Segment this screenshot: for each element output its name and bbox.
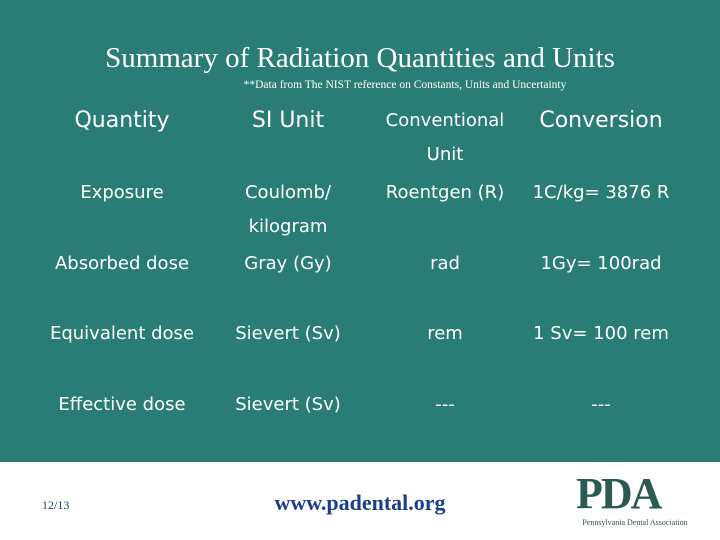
logo-text: Pennsylvania Dental Association [582, 518, 688, 527]
pda-logo [560, 469, 710, 532]
cell-conversion: --- [591, 393, 611, 415]
table-header-row [38, 104, 682, 176]
cell-si-unit: Sievert (Sv) [235, 323, 341, 344]
table-row [38, 176, 682, 247]
cell-conversion: 1Gy= 100rad [540, 252, 662, 274]
cell-conventional-unit: rem [427, 323, 463, 344]
footer-date: 12/13 [42, 498, 70, 512]
table-row [38, 247, 682, 318]
header-quantity: Quantity [74, 108, 170, 133]
header-conversion: Conversion [539, 108, 663, 133]
cell-si-unit: Sievert (Sv) [235, 393, 341, 415]
footer-url: www.padental.org [274, 490, 446, 515]
cell-si-unit: Coulomb/ kilogram [244, 182, 332, 237]
cell-si-unit: Gray (Gy) [244, 252, 332, 274]
logo-mark: PDA [576, 469, 661, 518]
cell-conventional-unit: Roentgen (R) [385, 182, 505, 203]
cell-conventional-unit: --- [435, 393, 455, 415]
table-row [38, 317, 682, 388]
cell-quantity: Absorbed dose [54, 252, 190, 274]
cell-quantity: Equivalent dose [49, 323, 195, 344]
cell-quantity: Effective dose [58, 393, 186, 415]
cell-conversion: 1C/kg= 3876 R [532, 182, 670, 203]
slide-subtitle: **Data from The NIST reference on Constants, Units and Uncertainty [243, 79, 567, 91]
quantities-table [38, 104, 682, 458]
header-conventional-unit: Conventional Unit [385, 110, 505, 165]
cell-conventional-unit: rad [430, 252, 460, 274]
header-si-unit: SI Unit [251, 108, 325, 133]
cell-quantity: Exposure [80, 182, 164, 203]
cell-conversion: 1 Sv= 100 rem [533, 323, 669, 344]
slide-title: Summary of Radiation Quantities and Units [105, 42, 615, 74]
table-row [38, 388, 682, 459]
